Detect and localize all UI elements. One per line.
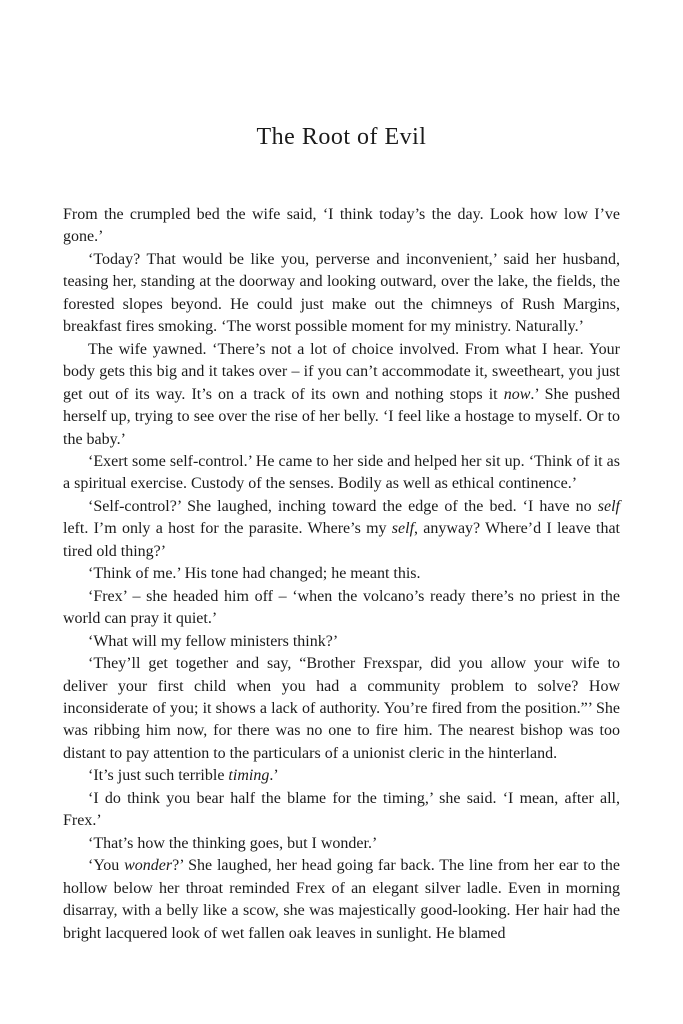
italic-text-run: now	[503, 385, 531, 403]
paragraph	[63, 653, 620, 765]
paragraph	[63, 765, 620, 787]
text-run: .’	[269, 767, 279, 785]
text-run: , anyway? Where’d I leave that tired old thing?’	[63, 520, 620, 560]
paragraph	[63, 204, 620, 249]
text-run: ‘I do think you bear half the blame for the timing,’ she said. ‘I mean, after all, Frex.’	[63, 789, 620, 830]
text-run: The wife yawned. ‘There’s not a lot of choice involved. From what I hear. Your body gets this big and it takes over – if you can’t accommodate it, sweetheart, you just get out of its way. It’s on a track of its own and nothing stops it	[63, 340, 620, 403]
text-run: ‘You	[88, 857, 125, 875]
text-run: ‘Think of me.’ His tone had changed; he meant this.	[88, 565, 421, 583]
text-run: ‘Today? That would be like you, perverse and inconvenient,’ said her husband, teasing her, standing at the doorway and looking outward, over the lake, the fields, the forested slopes beyond. He could just make out the chimneys of Rush Margins, breakfast fires smoking. ‘The worst possible moment for my ministry. Naturally.’	[63, 250, 620, 336]
paragraph	[63, 339, 620, 451]
paragraph	[63, 249, 620, 339]
paragraph	[63, 833, 620, 855]
paragraph	[63, 586, 620, 631]
text-run: ‘Exert some self-control.’ He came to her side and helped her sit up. ‘Think of it as a spiritual exercise. Custody of the senses. Bodily as well as ethical continence.’	[63, 452, 620, 493]
text-run: ‘Frex’ – she headed him off – ‘when the volcano’s ready there’s no priest in the world can pray it quiet.’	[63, 587, 620, 628]
italic-text-run: wonder	[124, 857, 173, 875]
paragraph	[63, 788, 620, 833]
text-run: ‘That’s how the thinking goes, but I wonder.’	[88, 834, 378, 852]
paragraph	[63, 451, 620, 496]
italic-text-run: timing	[228, 767, 270, 785]
paragraph	[63, 496, 620, 563]
text-run: ‘Self-control?’ She laughed, inching toward the edge of the bed. ‘I have no	[88, 497, 598, 515]
text-run: ‘What will my fellow ministers think?’	[88, 632, 339, 650]
paragraph	[63, 631, 620, 653]
text-run: ?’ She laughed, her head going far back. The line from her ear to the hollow below her throat reminded Frex of an elegant silver ladle. Even in morning disarray, with a belly like a scow, she was majestically good-looking. Her hair had the bright lacquered look of wet fallen oak leaves in sunlight. He blamed	[63, 857, 621, 942]
paragraph	[63, 563, 620, 585]
paragraph	[63, 855, 620, 945]
text-run: From the crumpled bed the wife said, ‘I think today’s the day. Look how low I’ve gone.’	[63, 206, 620, 246]
text-run: .’ She pushed herself up, trying to see over the rise of her belly. ‘I feel like a hostage to myself. Or to the baby.’	[63, 385, 621, 448]
italic-text-run: self	[391, 520, 415, 538]
text-run: ‘It’s just such terrible	[88, 767, 229, 785]
chapter-title: The Root of Evil	[256, 124, 427, 150]
page-body	[63, 204, 620, 945]
text-run: ‘They’ll get together and say, “Brother Frexspar, did you allow your wife to deliver your first child when you had a community problem to solve? How inconsiderate of you; it shows a lack of authority. You’re fired from the position.”’ She was ribbing him now, for there was no one to fire him. The nearest bishop was too distant to pay attention to the particulars of a unionist cleric in the hinterland.	[63, 655, 620, 762]
text-run: left. I’m only a host for the parasite. Where’s my	[63, 520, 392, 538]
italic-text-run: self	[597, 497, 620, 515]
